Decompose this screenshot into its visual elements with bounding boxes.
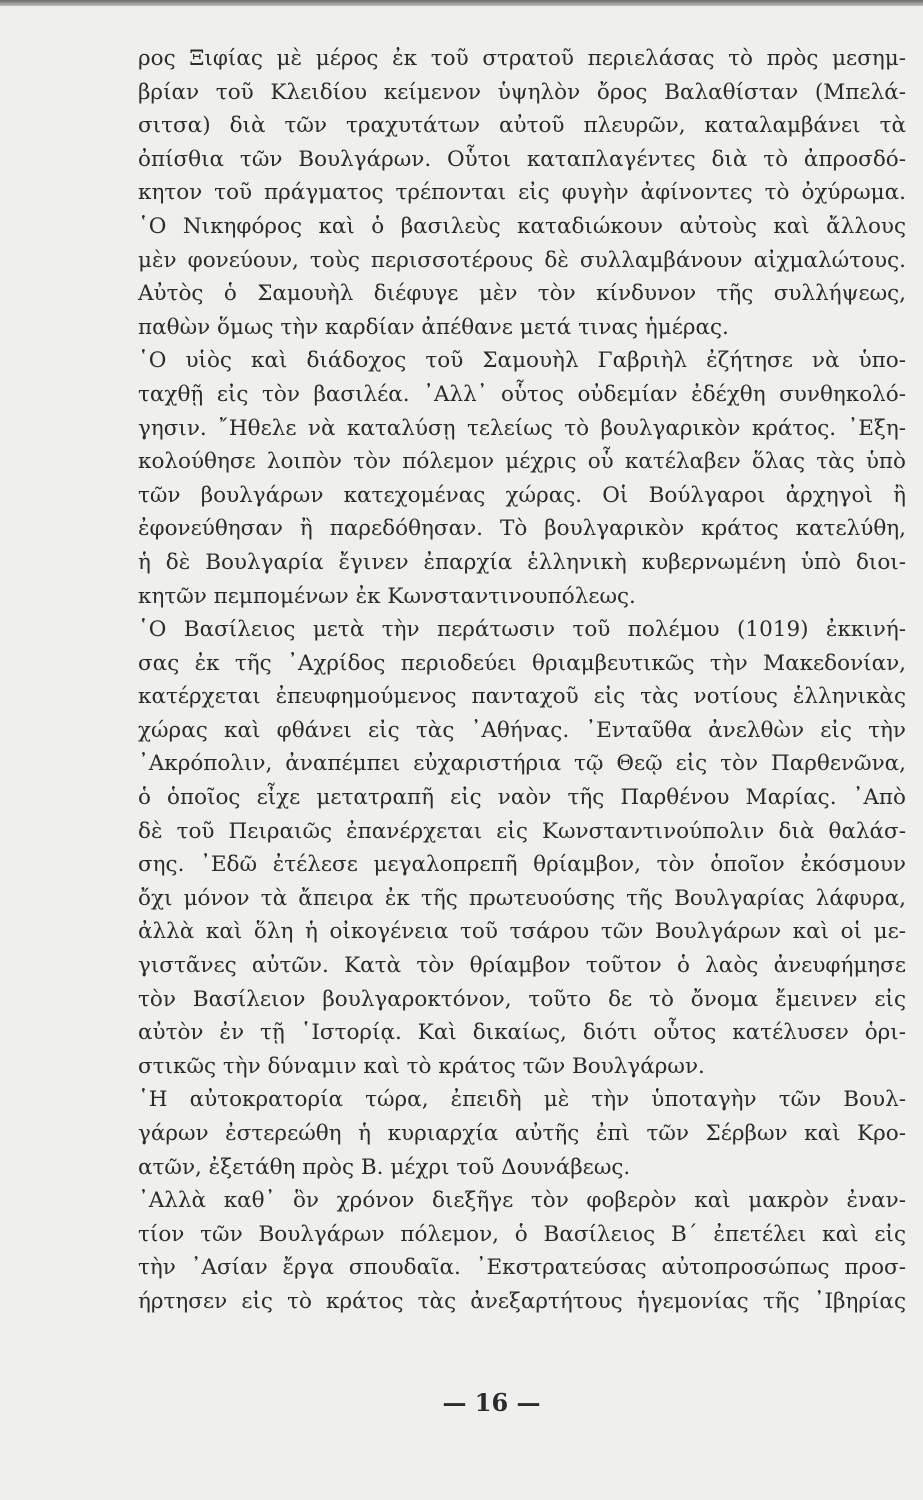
text-line: ᾿Ακρόπολιν, ἀναπέμπει εὐχαριστήρια τῷ Θεῷ εἰς τὸν Παρθενῶνα, <box>138 751 906 777</box>
text-line: Αὐτὸς ὁ Σαμουὴλ διέφυγε μὲν τὸν κίνδυνον τῆς συλλήψεως, <box>138 281 906 307</box>
text-line: ῾Ο υἱὸς καὶ διάδοχος τοῦ Σαμουὴλ Γαβριὴλ ἐζήτησε νὰ ὑπο- <box>138 348 906 374</box>
text-line: κολούθησε λοιπὸν τὸν πόλεμον μέχρις οὗ κατέλαβεν ὅλας τὰς ὑπὸ <box>138 449 906 475</box>
text-line: ῾Ο Νικηφόρος καὶ ὁ βασιλεὺς καταδιώκουν αὐτοὺς καὶ ἄλλους <box>138 213 906 239</box>
page-top-edge <box>0 0 923 6</box>
text-line: κητῶν πεμπομένων ἐκ Κωνσταντινουπόλεως. <box>138 583 636 609</box>
text-line: δὲ τοῦ Πειραιῶς ἐπανέρχεται εἰς Κωνσταντινούπολιν διὰ θαλάσ- <box>138 818 906 844</box>
text-line: βρίαν τοῦ Κλειδίου κείμενον ὑψηλὸν ὄρος Βαλαθίσταν (Μπελά- <box>138 79 906 105</box>
text-line: ταχθῇ εἰς τὸν βασιλέα. ᾿Αλλ᾿ οὗτος οὐδεμίαν ἐδέχθη συνθηκολό- <box>138 381 906 407</box>
page-number: — 16 — <box>442 1388 541 1417</box>
text-line: τὸν Βασίλειον βουλγαροκτόνον, τοῦτο δε τὸ ὄνομα ἔμεινεν εἰς <box>138 986 906 1012</box>
text-line: κατέρχεται ἐπευφημούμενος πανταχοῦ εἰς τὰς νοτίους ἑλληνικὰς <box>138 684 906 710</box>
text-line: χώρας καὶ φθάνει εἰς τὰς ᾿Αθήνας. ᾿Ενταῦθα ἀνελθὼν εἰς τὴν <box>138 717 906 743</box>
text-line: ὁ ὁποῖος εἶχε μετατραπῆ εἰς ναὸν τῆς Παρθένου Μαρίας. ᾿Απὸ <box>138 785 906 811</box>
text-line: αὐτὸν ἐν τῇ ῾Ιστορίᾳ. Καὶ δικαίως, διότι οὗτος κατέλυσεν ὁρι- <box>138 1020 906 1046</box>
text-line: παθὼν ὅμως τὴν καρδίαν ἀπέθανε μετά τινας ἡμέρας. <box>138 314 729 340</box>
text-line: στικῶς τὴν δύναμιν καὶ τὸ κράτος τῶν Βουλγάρων. <box>138 1053 705 1079</box>
text-line: κητον τοῦ πράγματος τρέπονται εἰς φυγὴν ἀφίνοντες τὸ ὀχύρωμα. <box>138 180 906 206</box>
text-line: ἀλλὰ καὶ ὅλη ἡ οἰκογένεια τοῦ τσάρου τῶν Βουλγάρων καὶ οἱ με- <box>138 919 906 945</box>
text-line: τὴν ᾿Ασίαν ἔργα σπουδαῖα. ᾿Εκστρατεύσας αὐτοπροσώπως προσ- <box>138 1255 906 1281</box>
text-line: μὲν φονεύουν, τοὺς περισσοτέρους δὲ συλλαμβάνουν αἰχμαλώτους. <box>138 247 906 273</box>
text-line: τίον τῶν Βουλγάρων πόλεμον, ὁ Βασίλειος Β΄ ἐπετέλει καὶ εἰς <box>138 1221 906 1247</box>
text-line: σιτσα) διὰ τῶν τραχυτάτων αὐτοῦ πλευρῶν, καταλαμβάνει τὰ <box>138 113 906 139</box>
text-line: ὀπίσθια τῶν Βουλγάρων. Οὗτοι καταπλαγέντες διὰ τὸ ἀπροσδό- <box>138 146 906 172</box>
text-line: ἡ δὲ Βουλγαρία ἔγινεν ἐπαρχία ἑλληνικὴ κυβερνωμένη ὑπὸ διοι- <box>138 549 906 575</box>
text-line: ῾Ο Βασίλειος μετὰ τὴν περάτωσιν τοῦ πολέμου (1019) ἐκκινή- <box>138 617 906 643</box>
text-line: σας ἐκ τῆς ᾿Αχρίδος περιοδεύει θριαμβευτικῶς τὴν Μακεδονίαν, <box>138 650 906 676</box>
text-line: ὄχι μόνον τὰ ἄπειρα ἐκ τῆς πρωτευούσης τῆς Βουλγαρίας λάφυρα, <box>138 885 906 911</box>
text-line: ήρτησεν εἰς τὸ κράτος τὰς ἀνεξαρτήτους ἡγεμονίας τῆς ᾿Ιβηρίας <box>138 1288 906 1314</box>
text-line: ῾Η αὐτοκρατορία τώρα, ἐπειδὴ μὲ τὴν ὑποταγὴν τῶν Βουλ- <box>138 1087 906 1113</box>
text-line: ἐφονεύθησαν ἢ παρεδόθησαν. Τὸ βουλγαρικὸν κράτος κατελύθη, <box>138 516 906 542</box>
text-line: σης. ᾿Εδῶ ἐτέλεσε μεγαλοπρεπῆ θρίαμβον, τὸν ὁποῖον ἐκόσμουν <box>138 852 906 878</box>
text-line: γιστᾶνες αὐτῶν. Κατὰ τὸν θρίαμβον τοῦτον ὁ λαὸς ἀνευφήμησε <box>138 953 906 979</box>
text-line: τῶν βουλγάρων κατεχομένας χώρας. Οἱ Βούλγαροι ἀρχηγοὶ ἢ <box>138 482 906 508</box>
text-line: ᾿Αλλὰ καθ᾿ ὃν χρόνον διεξῆγε τὸν φοβερὸν καὶ μακρὸν ἐναν- <box>138 1188 906 1214</box>
text-line: γησιν. ῎Ηθελε νὰ καταλύσῃ τελείως τὸ βουλγαρικὸν κράτος. ᾿Εξη- <box>138 415 906 441</box>
text-line: γάρων ἐστερεώθη ἡ κυριαρχία αὐτῆς ἐπὶ τῶν Σέρβων καὶ Κρο- <box>138 1121 906 1146</box>
text-line: ρος Ξιφίας μὲ μέρος ἐκ τοῦ στρατοῦ περιελάσας τὸ πρὸς μεσημ- <box>138 46 906 71</box>
body-text <box>138 42 906 1319</box>
text-line: ατῶν, ἐξετάθη πρὸς Β. μέχρι τοῦ Δουνάβεως. <box>138 1154 631 1180</box>
